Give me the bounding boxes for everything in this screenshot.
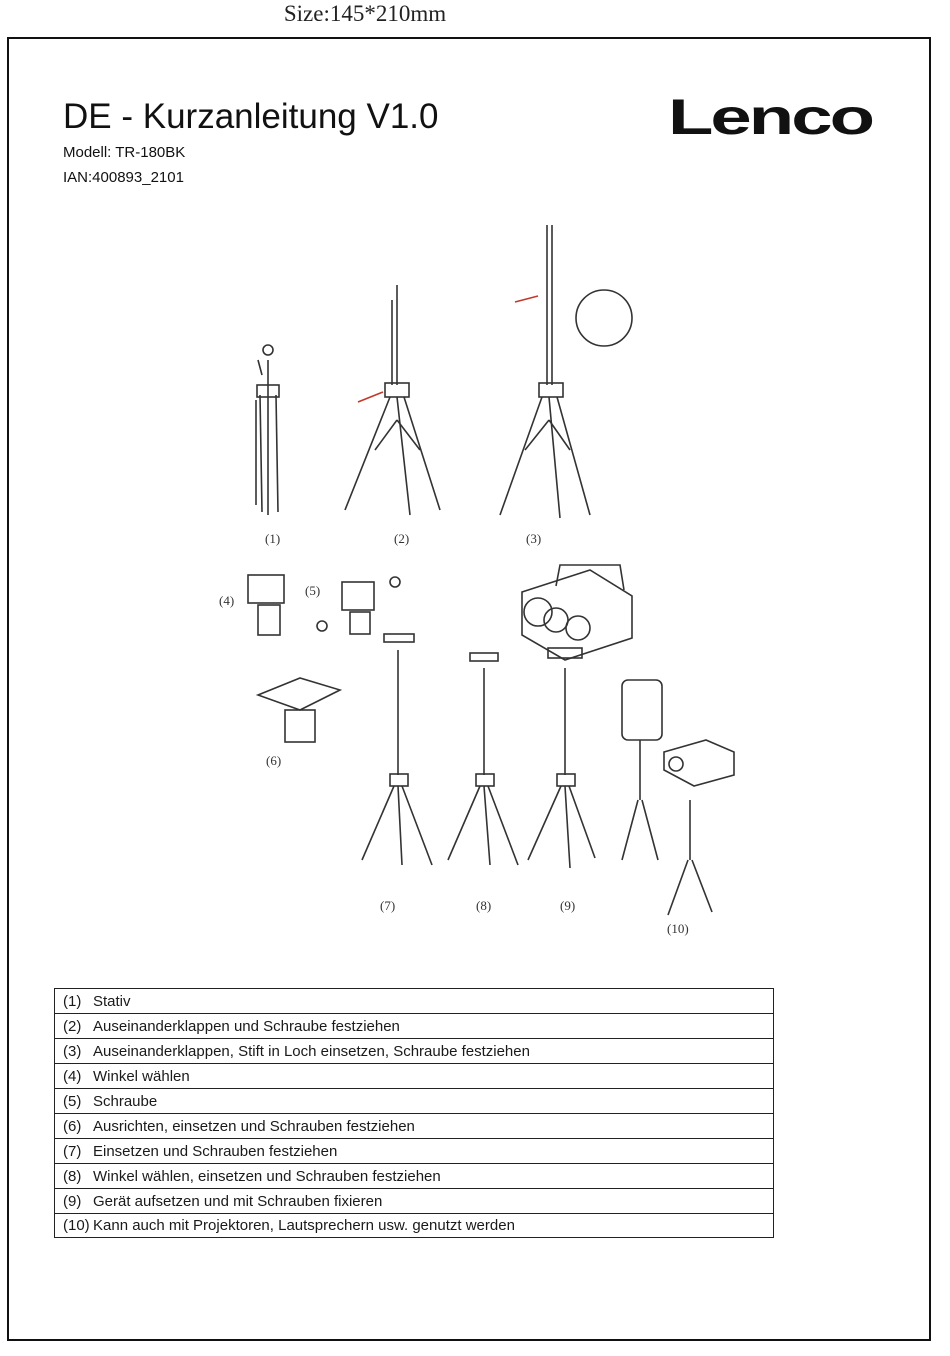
step-number: (3): [63, 1042, 82, 1060]
step-text: Gerät aufsetzen und mit Schrauben fixieren: [93, 1192, 383, 1210]
figure-label-6: (6): [266, 753, 282, 768]
page-title: DE - Kurzanleitung V1.0: [63, 97, 439, 136]
step-number: (2): [63, 1017, 82, 1035]
projector-tripod-figure: [664, 740, 734, 915]
light-device-figure: [522, 565, 632, 660]
step-row: [54, 1013, 774, 1038]
step-number: (6): [63, 1117, 82, 1135]
step-number: (4): [63, 1067, 82, 1085]
step-text: Schraube: [93, 1092, 158, 1110]
model-label: Modell: TR-180BK: [63, 144, 186, 161]
step-text: Stativ: [93, 992, 131, 1010]
speaker-tripod-figure: [622, 680, 662, 860]
step-row: [54, 1163, 774, 1188]
step-number: (10): [63, 1217, 90, 1234]
figure-label-7: (7): [380, 898, 396, 913]
step-number: (1): [63, 992, 82, 1010]
step-row: [54, 1188, 774, 1213]
step-row: [54, 1038, 774, 1063]
step-text: Auseinanderklappen und Schraube festziehen: [93, 1017, 400, 1035]
step-row: [54, 1138, 774, 1163]
tripod-figure-7: [362, 634, 432, 865]
bracket-figures: [248, 575, 400, 635]
size-note: Size:145*210mm: [283, 1, 447, 26]
figure-label-8: (8): [476, 898, 492, 913]
step-row: [54, 1213, 774, 1238]
step-number: (5): [63, 1092, 82, 1110]
step-text: Winkel wählen: [93, 1067, 190, 1085]
figure-label-9: (9): [560, 898, 576, 913]
ian-label: IAN:400893_2101: [63, 169, 184, 186]
step-row: [54, 1113, 774, 1138]
figure-label-1: (1): [265, 531, 281, 546]
step-text: Kann auch mit Projektoren, Lautsprechern usw. genutzt werden: [93, 1217, 515, 1234]
steps-table: [54, 988, 774, 1238]
step-row: [54, 1088, 774, 1113]
step-row: [54, 988, 774, 1013]
tripod-figure-8: [448, 653, 518, 865]
svg-text:Lenco: Lenco: [668, 94, 873, 140]
figure-label-10: (10): [667, 921, 689, 936]
step-number: (8): [63, 1167, 82, 1185]
step-text: Winkel wählen, einsetzen und Schrauben festziehen: [93, 1167, 441, 1185]
step-row: [54, 1063, 774, 1088]
step-text: Auseinanderklappen, Stift in Loch einsetzen, Schraube festziehen: [93, 1042, 530, 1060]
extended-tripod-figure: [500, 225, 632, 518]
figure-label-3: (3): [526, 531, 542, 546]
figure-label-4: (4): [219, 593, 235, 608]
figure-label-2: (2): [394, 531, 410, 546]
step-number: (7): [63, 1142, 82, 1160]
tripod-figure-9: [528, 648, 595, 868]
open-tripod-figure: [345, 285, 440, 515]
step-number: (9): [63, 1192, 82, 1210]
step-text: Ausrichten, einsetzen und Schrauben festziehen: [93, 1117, 415, 1135]
step-text: Einsetzen und Schrauben festziehen: [93, 1142, 338, 1160]
plate-figure: [258, 678, 340, 742]
figure-label-5: (5): [305, 583, 321, 598]
folded-tripod-figure: [256, 345, 279, 515]
